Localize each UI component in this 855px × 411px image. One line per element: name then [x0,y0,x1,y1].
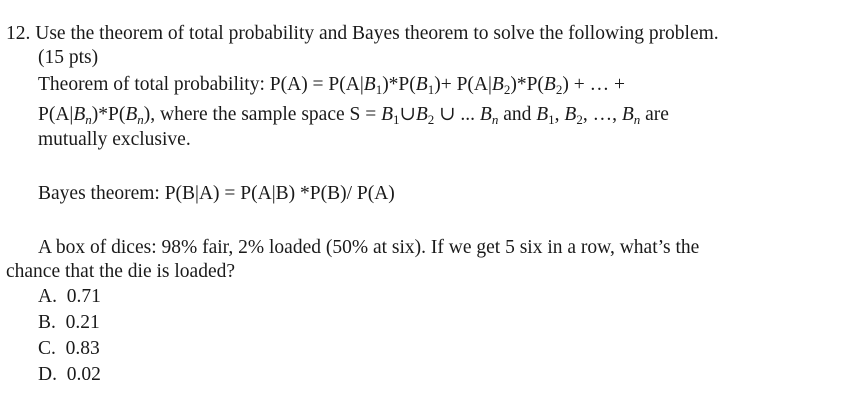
formula-sub: n [633,112,641,127]
formula-sub: 1 [427,82,435,97]
formula-text: )*P( [382,74,416,95]
formula-var: B [479,104,492,125]
formula-var: B [491,74,504,95]
formula-sub: 2 [576,112,583,127]
formula-text: Theorem of total probability: P(A) = P(A| [38,74,364,95]
option-value: 0.71 [66,286,101,307]
question-points: (15 pts) [38,47,99,68]
formula-sub: n [137,112,144,127]
formula-var: B [125,104,138,125]
formula-sub: 1 [375,82,383,97]
formula-sub: 1 [548,112,555,127]
formula-text: , [554,104,565,125]
bayes-theorem: Bayes theorem: P(B|A) = P(A|B) *P(B)/ P(A) [38,183,395,204]
option-c[interactable] [38,337,100,361]
formula-var: B [73,104,86,125]
problem-statement-line1: A box of dices: 98% fair, 2% loaded (50% at six). If we get 5 six in a row, what’s the [38,237,700,258]
total-probability-formula-line1 [38,73,625,97]
option-d[interactable] [38,363,101,387]
option-b[interactable] [38,311,100,335]
option-letter: C. [38,338,56,359]
formula-var: B [363,74,376,95]
option-value: 0.21 [65,312,100,333]
formula-sub: 2 [503,82,511,97]
question-title: 12. Use the theorem of total probability and Bayes theorem to solve the following problem. [6,23,719,44]
formula-text: )*P( [91,104,126,125]
formula-var: B [381,104,394,125]
formula-var: B [536,104,549,125]
formula-sub: 1 [393,112,400,127]
formula-var: B [564,104,577,125]
formula-text: are [640,104,669,125]
formula-var: B [415,104,428,125]
formula-sub: n [85,112,92,127]
formula-text: , …, [582,104,622,125]
total-probability-formula-line2 [38,103,669,127]
formula-var: B [415,74,428,95]
formula-text: P(A| [38,104,74,125]
formula-sub: 2 [427,112,435,127]
total-probability-formula-line3: mutually exclusive. [38,129,191,150]
formula-text: ) + … + [562,74,625,95]
option-letter: A. [38,286,57,307]
formula-text: )*P( [510,74,544,95]
union-symbol: ∪ [399,104,416,125]
option-letter: B. [38,312,56,333]
formula-text: )+ P(A| [434,74,492,95]
formula-var: B [621,104,634,125]
option-value: 0.02 [66,364,101,385]
formula-sub: n [491,112,499,127]
problem-statement-line2: chance that the die is loaded? [6,261,236,282]
formula-text: ∪ ... [434,104,480,125]
option-value: 0.83 [65,338,100,359]
formula-text: ), where the sample space S = [143,104,382,125]
option-a[interactable] [38,285,101,309]
formula-var: B [543,74,556,95]
option-letter: D. [38,364,57,385]
formula-sub: 2 [555,82,563,97]
formula-text: and [498,104,537,125]
